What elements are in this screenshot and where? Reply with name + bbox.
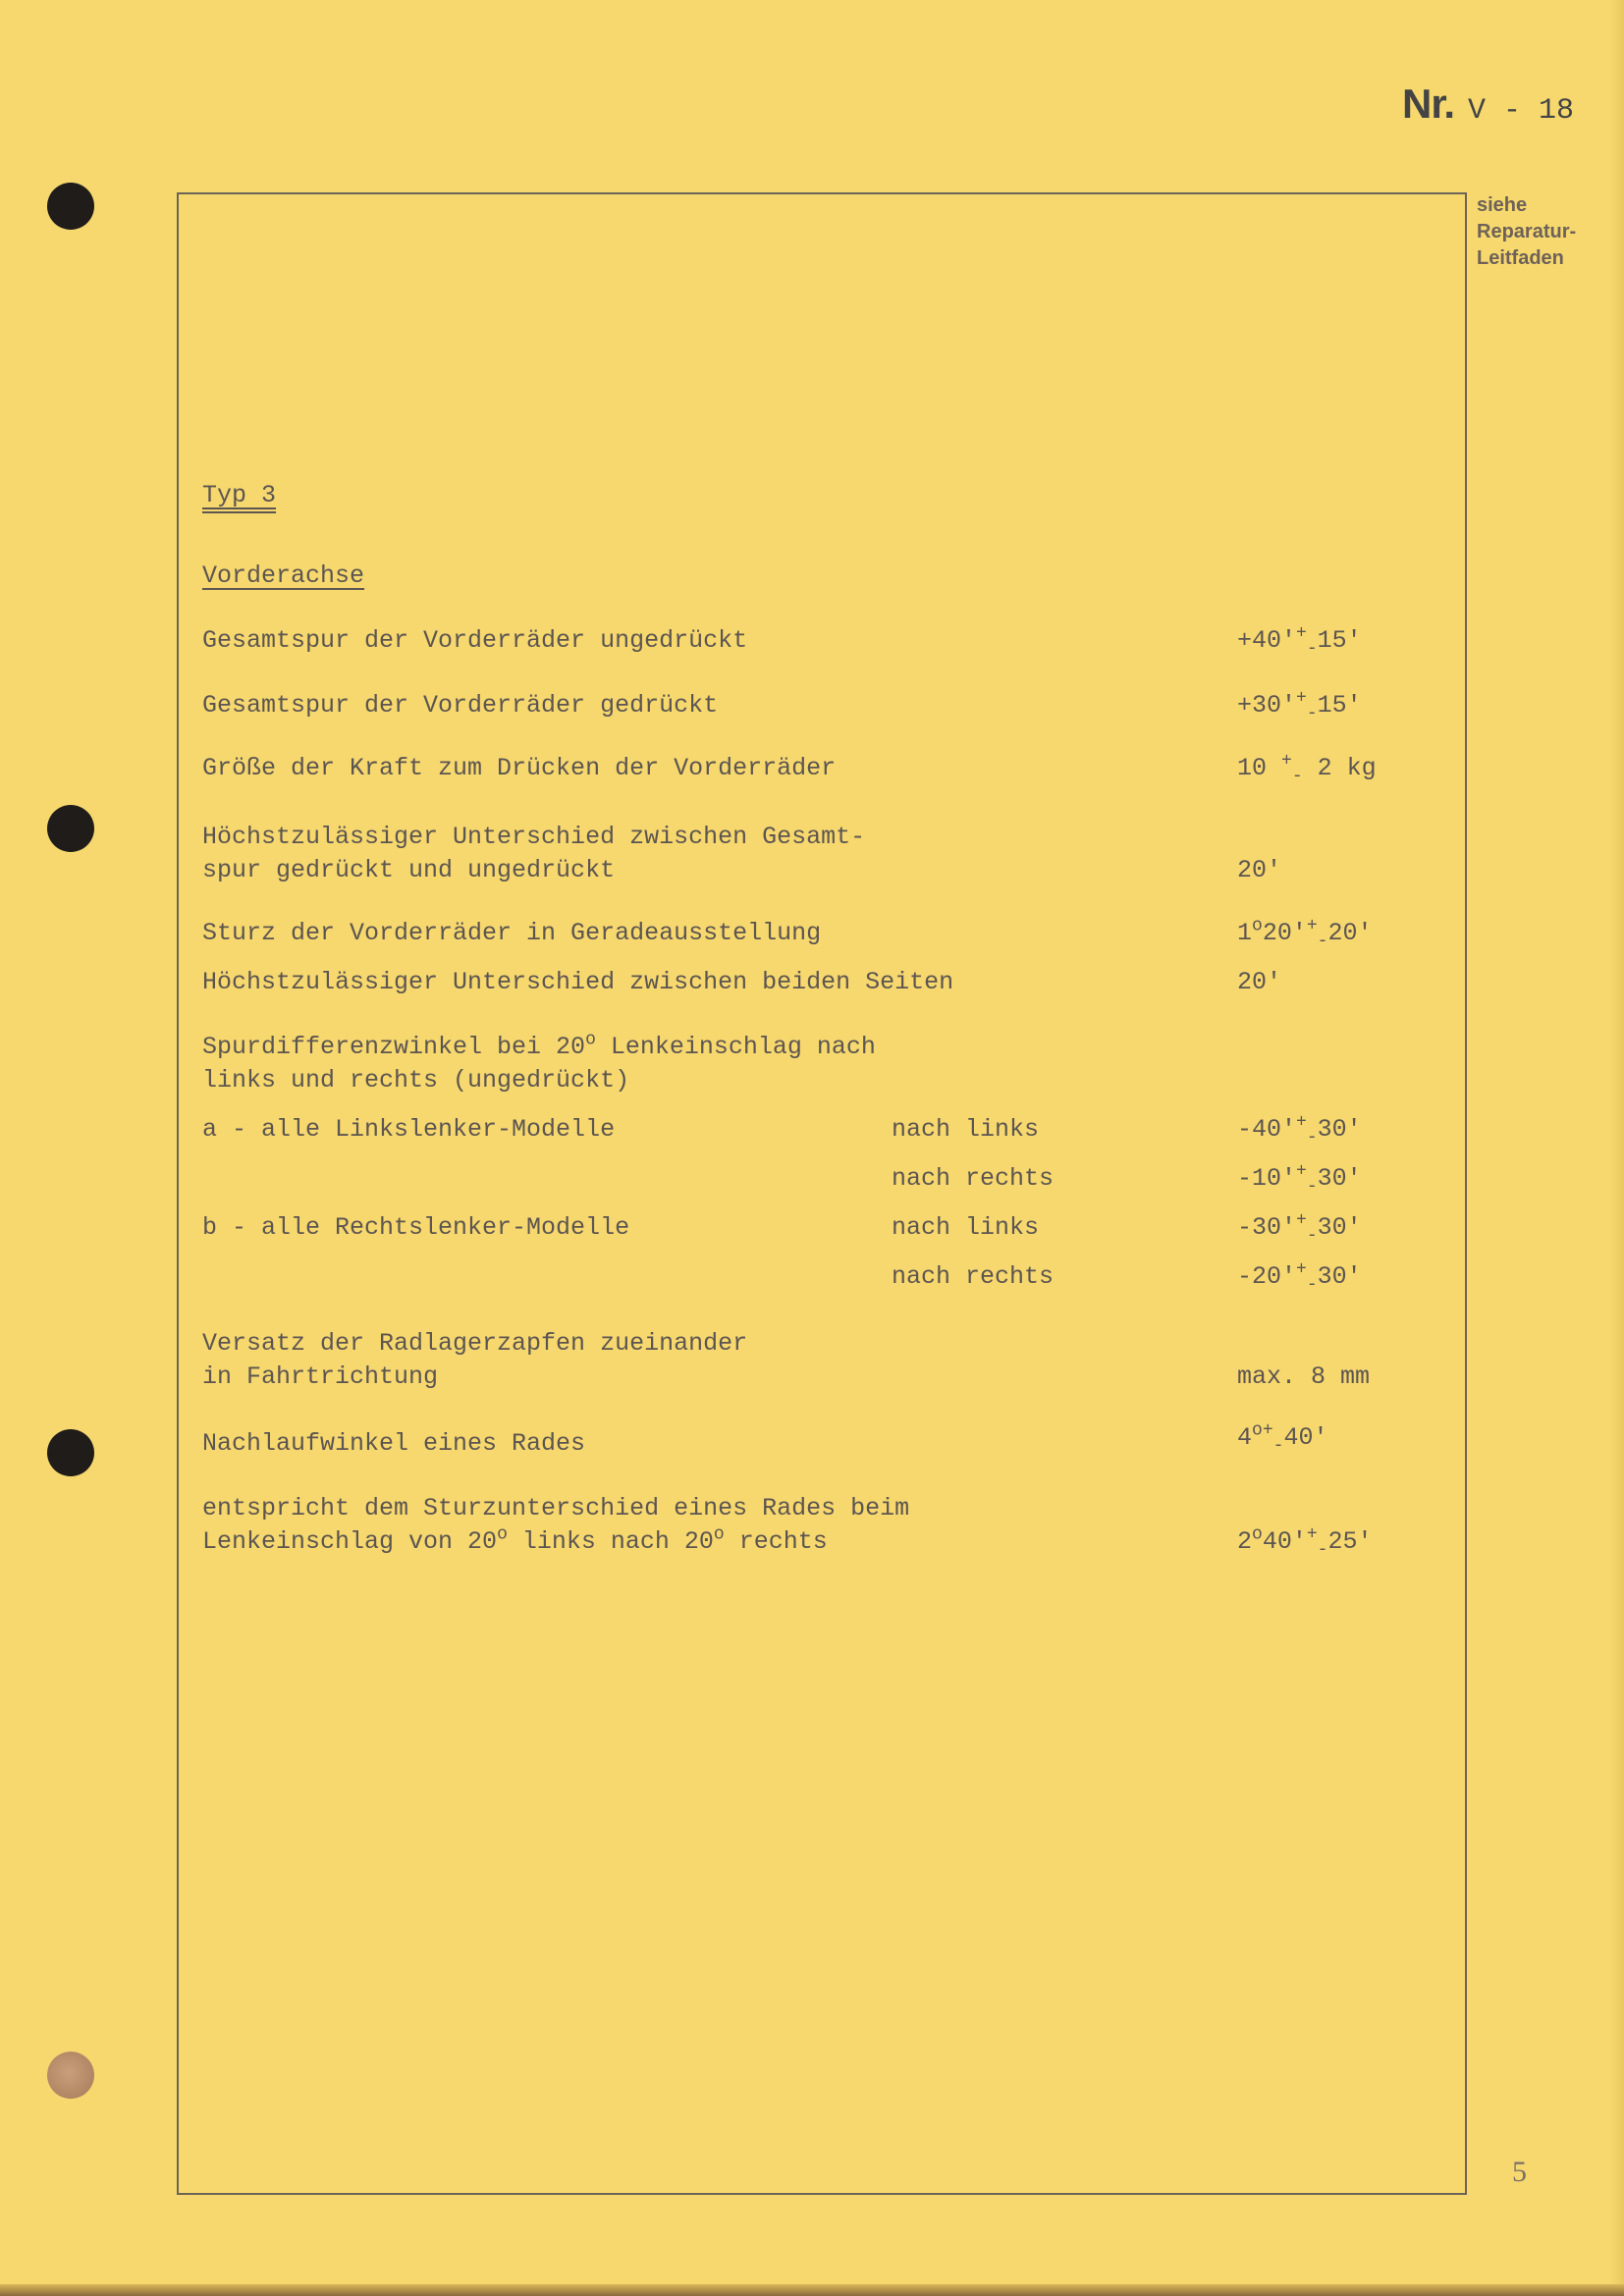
punch-hole [47, 1429, 94, 1476]
spec-value: $-40'^+_-30'$ [1237, 1112, 1362, 1148]
spec-label: b - alle Rechtslenker-Modelle [202, 1213, 630, 1242]
paper-edge [1610, 0, 1624, 2296]
spec-label: Höchstzulässiger Unterschied zwischen beiden Seiten [202, 968, 954, 996]
spec-value: $+30'^+_-15'$ [1237, 688, 1362, 723]
spec-value: max. 8 mm [1237, 1362, 1371, 1391]
punch-hole [47, 183, 94, 230]
spec-label: Nachlaufwinkel eines Rades [202, 1429, 586, 1458]
punch-hole [47, 2052, 94, 2099]
spec-value: $-20'^+_-30'$ [1237, 1259, 1362, 1295]
spec-value: 20' [1237, 856, 1282, 884]
spec-label: links und rechts (ungedrückt) [202, 1066, 630, 1095]
spec-label: Sturz der Vorderräder in Geradeausstellung [202, 919, 822, 947]
page-number: 5 [1512, 2156, 1527, 2188]
paper-edge [0, 2284, 1624, 2296]
spec-label: Spurdifferenzwinkel bei 20$^o$ Lenkeinschlag nach [202, 1030, 876, 1061]
spec-label: a - alle Linkslenker-Modelle [202, 1115, 616, 1144]
section-heading: Vorderachse [202, 561, 365, 590]
spec-value: $4^{o+}_-40'$ [1237, 1420, 1328, 1456]
spec-label: Lenkeinschlag von 20$^o$ links nach 20$^o$ rechts [202, 1524, 828, 1556]
spec-label: entspricht dem Sturzunterschied eines Rades beim [202, 1494, 910, 1522]
spec-label: Höchstzulässiger Unterschied zwischen Gesamt- [202, 823, 866, 851]
spec-label: Gesamtspur der Vorderräder gedrückt [202, 691, 719, 720]
spec-label: spur gedrückt und ungedrückt [202, 856, 616, 884]
spec-label: Gesamtspur der Vorderräder ungedrückt [202, 626, 748, 655]
spec-value: 20' [1237, 968, 1282, 996]
spec-label: in Fahrtrichtung [202, 1362, 439, 1391]
spec-direction: nach rechts [892, 1164, 1055, 1193]
spec-value: $1^o20'^+_-20'$ [1237, 916, 1373, 951]
spec-value: $-10'^+_-30'$ [1237, 1161, 1362, 1197]
spec-value: 10 +$_-$ 2 kg [1237, 751, 1377, 786]
spec-direction: nach links [892, 1115, 1040, 1144]
document-number: Nr. V - 18 [1402, 80, 1575, 128]
section-type: Typ 3 [202, 481, 277, 509]
spec-value: $2^o40'^+_-25'$ [1237, 1524, 1373, 1560]
spec-value: $+40'^+_-15'$ [1237, 623, 1362, 659]
side-note: siehe Reparatur- Leitfaden [1477, 194, 1577, 269]
punch-hole [47, 805, 94, 852]
spec-value: $-30'^+_-30'$ [1237, 1210, 1362, 1246]
spec-label: Größe der Kraft zum Drücken der Vorderräder [202, 754, 837, 782]
spec-direction: nach rechts [892, 1262, 1055, 1291]
spec-label: Versatz der Radlagerzapfen zueinander [202, 1329, 748, 1358]
spec-direction: nach links [892, 1213, 1040, 1242]
